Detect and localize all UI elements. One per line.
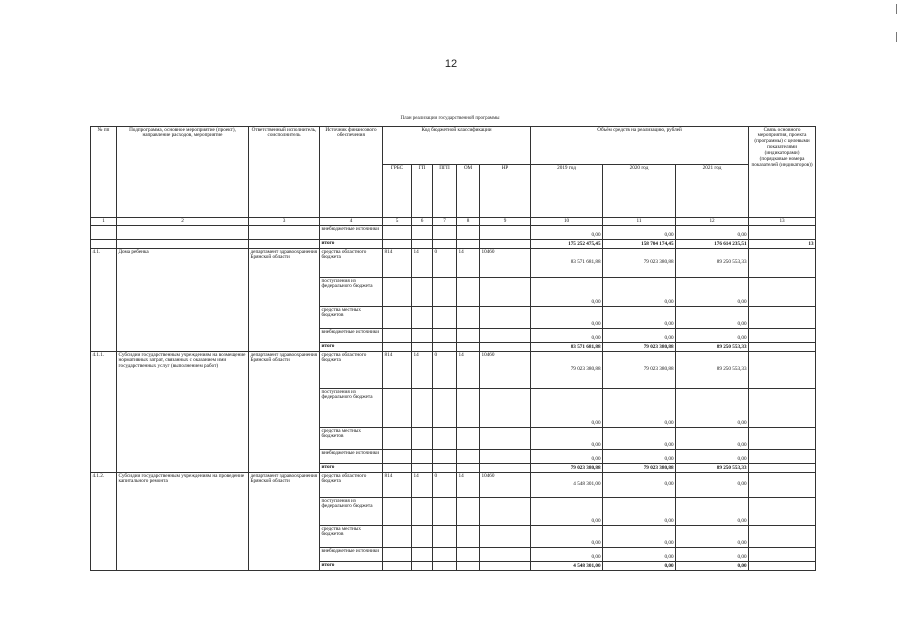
source-label: итого xyxy=(320,343,383,352)
code-cell xyxy=(480,498,531,526)
source-label: поступления из федерального бюджета xyxy=(320,498,383,526)
amount-cell: 83 571 681,88 xyxy=(531,343,603,352)
amount-cell: 0,00 xyxy=(676,329,749,343)
col-header-budget-code-group: Код бюджетной классификации xyxy=(383,127,531,165)
code-cell xyxy=(383,526,412,548)
code-cell xyxy=(480,526,531,548)
column-number: 12 xyxy=(676,218,749,226)
code-cell xyxy=(412,226,433,240)
code-cell xyxy=(383,307,412,329)
code-cell: 10460 xyxy=(480,352,531,389)
amount-cell: 158 704 174,45 xyxy=(603,240,676,249)
code-cell xyxy=(480,226,531,240)
executor-cell: департамент здравоохранения Брянской области xyxy=(249,352,320,473)
code-cell xyxy=(457,428,480,450)
code-cell xyxy=(480,464,531,473)
link-cell xyxy=(749,428,816,450)
code-cell xyxy=(480,329,531,343)
code-cell xyxy=(383,498,412,526)
code-cell: 14 xyxy=(457,473,480,498)
code-cell: 10460 xyxy=(480,473,531,498)
col-header-no: № пп xyxy=(91,127,117,218)
link-cell xyxy=(749,278,816,307)
executor-cell: департамент здравоохранения Брянской области xyxy=(249,473,320,571)
amount-cell: 0,00 xyxy=(603,450,676,464)
measure-name: Субсидии государственным учреждениям на возмещение нормативных затрат, связанных с оказанием ими государственных услуг (выполнением работ) xyxy=(117,352,249,473)
code-cell: 814 xyxy=(383,352,412,389)
code-cell xyxy=(412,548,433,562)
code-cell xyxy=(433,226,457,240)
code-cell xyxy=(457,548,480,562)
col-header-np: НР xyxy=(480,165,531,218)
amount-cell: 0,00 xyxy=(603,389,676,428)
scan-edge-mark xyxy=(896,32,897,42)
amount-cell: 0,00 xyxy=(603,562,676,571)
code-cell xyxy=(383,428,412,450)
col-header-grbs: ГРБС xyxy=(383,165,412,218)
code-cell xyxy=(457,307,480,329)
code-cell xyxy=(383,562,412,571)
code-cell xyxy=(412,307,433,329)
amount-cell: 79 023 380,88 xyxy=(603,249,676,278)
empty-cell xyxy=(117,226,249,240)
code-cell xyxy=(480,389,531,428)
amount-cell: 0,00 xyxy=(603,526,676,548)
column-number: 2 xyxy=(117,218,249,226)
code-cell xyxy=(480,307,531,329)
code-cell xyxy=(412,278,433,307)
amount-cell: 0,00 xyxy=(676,307,749,329)
code-cell xyxy=(433,498,457,526)
source-label: средства областного бюджета xyxy=(320,473,383,498)
amount-cell: 89 250 553,33 xyxy=(676,352,749,389)
amount-cell: 0,00 xyxy=(676,278,749,307)
col-header-source: Источник финансового обеспечения xyxy=(320,127,383,218)
source-label: итого xyxy=(320,240,383,249)
table-row xyxy=(91,352,816,389)
amount-cell: 79 023 380,88 xyxy=(603,343,676,352)
amount-cell: 4 548 301,00 xyxy=(531,562,603,571)
code-cell xyxy=(457,226,480,240)
amount-cell: 0,00 xyxy=(531,389,603,428)
code-cell xyxy=(383,240,412,249)
code-cell xyxy=(383,278,412,307)
table-row xyxy=(91,249,816,278)
table-row xyxy=(91,473,816,498)
code-cell xyxy=(433,526,457,548)
row-number: 4.1.2. xyxy=(91,473,117,571)
col-header-2021: 2021 год xyxy=(676,165,749,218)
code-cell: 814 xyxy=(383,249,412,278)
amount-cell: 0,00 xyxy=(531,226,603,240)
code-cell xyxy=(412,329,433,343)
amount-cell: 0,00 xyxy=(676,428,749,450)
code-cell xyxy=(433,464,457,473)
link-cell xyxy=(749,226,816,240)
empty-cell xyxy=(117,240,249,249)
table-row xyxy=(91,226,816,240)
table-caption: План реализации государственной программы xyxy=(400,116,500,121)
code-cell: 14 xyxy=(457,352,480,389)
source-label: итого xyxy=(320,562,383,571)
amount-cell: 0,00 xyxy=(676,562,749,571)
column-number-row xyxy=(91,218,816,226)
code-cell xyxy=(412,450,433,464)
amount-cell: 175 252 475,45 xyxy=(531,240,603,249)
link-cell xyxy=(749,562,816,571)
amount-cell: 0,00 xyxy=(531,278,603,307)
link-cell xyxy=(749,526,816,548)
code-cell xyxy=(383,226,412,240)
amount-cell: 0,00 xyxy=(676,389,749,428)
source-label: средства местных бюджетов xyxy=(320,428,383,450)
code-cell xyxy=(383,548,412,562)
col-header-2020: 2020 год xyxy=(603,165,676,218)
column-number: 10 xyxy=(531,218,603,226)
source-label: средства областного бюджета xyxy=(320,352,383,389)
code-cell xyxy=(383,329,412,343)
amount-cell: 0,00 xyxy=(603,498,676,526)
code-cell xyxy=(457,278,480,307)
budget-table-body xyxy=(91,226,816,571)
source-label: итого xyxy=(320,464,383,473)
code-cell: 14 xyxy=(412,473,433,498)
code-cell xyxy=(433,329,457,343)
source-label: внебюджетные источники xyxy=(320,226,383,240)
code-cell xyxy=(480,240,531,249)
code-cell xyxy=(480,428,531,450)
source-label: средства местных бюджетов xyxy=(320,307,383,329)
code-cell xyxy=(383,343,412,352)
column-number: 4 xyxy=(320,218,383,226)
empty-cell xyxy=(249,240,320,249)
col-header-volume-group: Объём средств на реализацию, рублей xyxy=(531,127,749,165)
amount-cell: 0,00 xyxy=(603,473,676,498)
amount-cell: 0,00 xyxy=(603,428,676,450)
code-cell xyxy=(457,562,480,571)
header-row xyxy=(91,127,816,165)
link-cell xyxy=(749,548,816,562)
amount-cell: 79 023 380,88 xyxy=(531,464,603,473)
code-cell xyxy=(433,389,457,428)
code-cell xyxy=(480,548,531,562)
code-cell xyxy=(457,240,480,249)
code-cell xyxy=(412,389,433,428)
col-header-link: Связь основного мероприятия, проекта (программы) с целевыми показателями (индикаторами) (порядковые номера показателей (индикаторов)) xyxy=(749,127,816,218)
source-label: внебюджетные источники xyxy=(320,548,383,562)
col-header-2019: 2019 год xyxy=(531,165,603,218)
code-cell xyxy=(412,428,433,450)
code-cell xyxy=(383,464,412,473)
code-cell xyxy=(433,450,457,464)
code-cell xyxy=(457,389,480,428)
row-number: 4.1.1. xyxy=(91,352,117,473)
amount-cell: 0,00 xyxy=(603,226,676,240)
total-row xyxy=(91,240,816,249)
code-cell xyxy=(457,464,480,473)
col-header-pgp: ПГП xyxy=(433,165,457,218)
source-label: внебюджетные источники xyxy=(320,450,383,464)
code-cell: 14 xyxy=(412,352,433,389)
amount-cell: 0,00 xyxy=(676,450,749,464)
amount-cell: 0,00 xyxy=(531,450,603,464)
amount-cell: 0,00 xyxy=(603,278,676,307)
source-label: поступления из федерального бюджета xyxy=(320,389,383,428)
source-label: поступления из федерального бюджета xyxy=(320,278,383,307)
amount-cell: 79 023 380,88 xyxy=(603,464,676,473)
code-cell: 0 xyxy=(433,352,457,389)
code-cell xyxy=(383,450,412,464)
empty-cell xyxy=(249,226,320,240)
link-cell xyxy=(749,464,816,473)
code-cell xyxy=(480,562,531,571)
code-cell: 14 xyxy=(412,249,433,278)
code-cell: 14 xyxy=(457,249,480,278)
empty-cell xyxy=(91,240,117,249)
amount-cell: 89 250 553,33 xyxy=(676,464,749,473)
column-number: 3 xyxy=(249,218,320,226)
column-number: 6 xyxy=(412,218,433,226)
link-cell xyxy=(749,473,816,498)
code-cell xyxy=(457,498,480,526)
amount-cell: 89 250 553,33 xyxy=(676,249,749,278)
executor-cell: департамент здравоохранения Брянской области xyxy=(249,249,320,352)
column-number: 5 xyxy=(383,218,412,226)
code-cell xyxy=(433,343,457,352)
amount-cell: 0,00 xyxy=(603,548,676,562)
code-cell xyxy=(433,562,457,571)
code-cell xyxy=(412,464,433,473)
code-cell xyxy=(433,240,457,249)
column-number: 7 xyxy=(433,218,457,226)
col-header-gp: ГП xyxy=(412,165,433,218)
code-cell xyxy=(433,307,457,329)
code-cell: 0 xyxy=(433,249,457,278)
link-cell xyxy=(749,249,816,278)
code-cell xyxy=(433,278,457,307)
code-cell xyxy=(412,240,433,249)
code-cell xyxy=(480,450,531,464)
column-number: 11 xyxy=(603,218,676,226)
amount-cell: 0,00 xyxy=(603,329,676,343)
code-cell xyxy=(412,526,433,548)
column-number: 1 xyxy=(91,218,117,226)
col-header-subprogram: Подпрограмма, основное мероприятие (проект), направление расходов, мероприятие xyxy=(117,127,249,218)
amount-cell: 79 023 380,88 xyxy=(531,352,603,389)
amount-cell: 79 023 380,88 xyxy=(603,352,676,389)
measure-name: Дома ребенка xyxy=(117,249,249,352)
col-header-om: ОМ xyxy=(457,165,480,218)
link-cell xyxy=(749,389,816,428)
code-cell xyxy=(412,343,433,352)
amount-cell: 0,00 xyxy=(531,498,603,526)
amount-cell: 0,00 xyxy=(676,473,749,498)
source-label: внебюджетные источники xyxy=(320,329,383,343)
code-cell xyxy=(480,278,531,307)
amount-cell: 0,00 xyxy=(676,548,749,562)
amount-cell: 89 250 553,33 xyxy=(676,343,749,352)
amount-cell: 4 548 301,00 xyxy=(531,473,603,498)
column-number: 13 xyxy=(749,218,816,226)
col-header-executor: Ответственный исполнитель, соисполнитель xyxy=(249,127,320,218)
amount-cell: 83 571 681,88 xyxy=(531,249,603,278)
code-cell xyxy=(457,450,480,464)
column-number: 9 xyxy=(480,218,531,226)
source-label: средства местных бюджетов xyxy=(320,526,383,548)
amount-cell: 0,00 xyxy=(531,307,603,329)
amount-cell: 0,00 xyxy=(676,498,749,526)
code-cell xyxy=(433,548,457,562)
scan-edge-mark xyxy=(896,4,897,14)
code-cell xyxy=(457,526,480,548)
source-label: средства областного бюджета xyxy=(320,249,383,278)
link-cell xyxy=(749,343,816,352)
amount-cell: 0,00 xyxy=(531,329,603,343)
link-cell: 13 xyxy=(749,240,816,249)
empty-cell xyxy=(91,226,117,240)
amount-cell: 176 614 235,51 xyxy=(676,240,749,249)
amount-cell: 0,00 xyxy=(676,526,749,548)
page-number: 12 xyxy=(444,58,458,70)
amount-cell: 0,00 xyxy=(531,548,603,562)
code-cell xyxy=(433,428,457,450)
amount-cell: 0,00 xyxy=(531,428,603,450)
code-cell xyxy=(412,498,433,526)
code-cell xyxy=(457,343,480,352)
link-cell xyxy=(749,450,816,464)
column-number: 8 xyxy=(457,218,480,226)
code-cell: 10460 xyxy=(480,249,531,278)
code-cell: 814 xyxy=(383,473,412,498)
code-cell xyxy=(383,389,412,428)
link-cell xyxy=(749,498,816,526)
code-cell: 0 xyxy=(433,473,457,498)
code-cell xyxy=(480,343,531,352)
link-cell xyxy=(749,329,816,343)
code-cell xyxy=(457,329,480,343)
row-number: 4.1. xyxy=(91,249,117,352)
code-cell xyxy=(412,562,433,571)
amount-cell: 0,00 xyxy=(676,226,749,240)
amount-cell: 0,00 xyxy=(531,526,603,548)
measure-name: Субсидии государственным учреждениям на проведение капитального ремонта xyxy=(117,473,249,571)
link-cell xyxy=(749,352,816,389)
link-cell xyxy=(749,307,816,329)
amount-cell: 0,00 xyxy=(603,307,676,329)
budget-plan-table xyxy=(90,126,816,571)
